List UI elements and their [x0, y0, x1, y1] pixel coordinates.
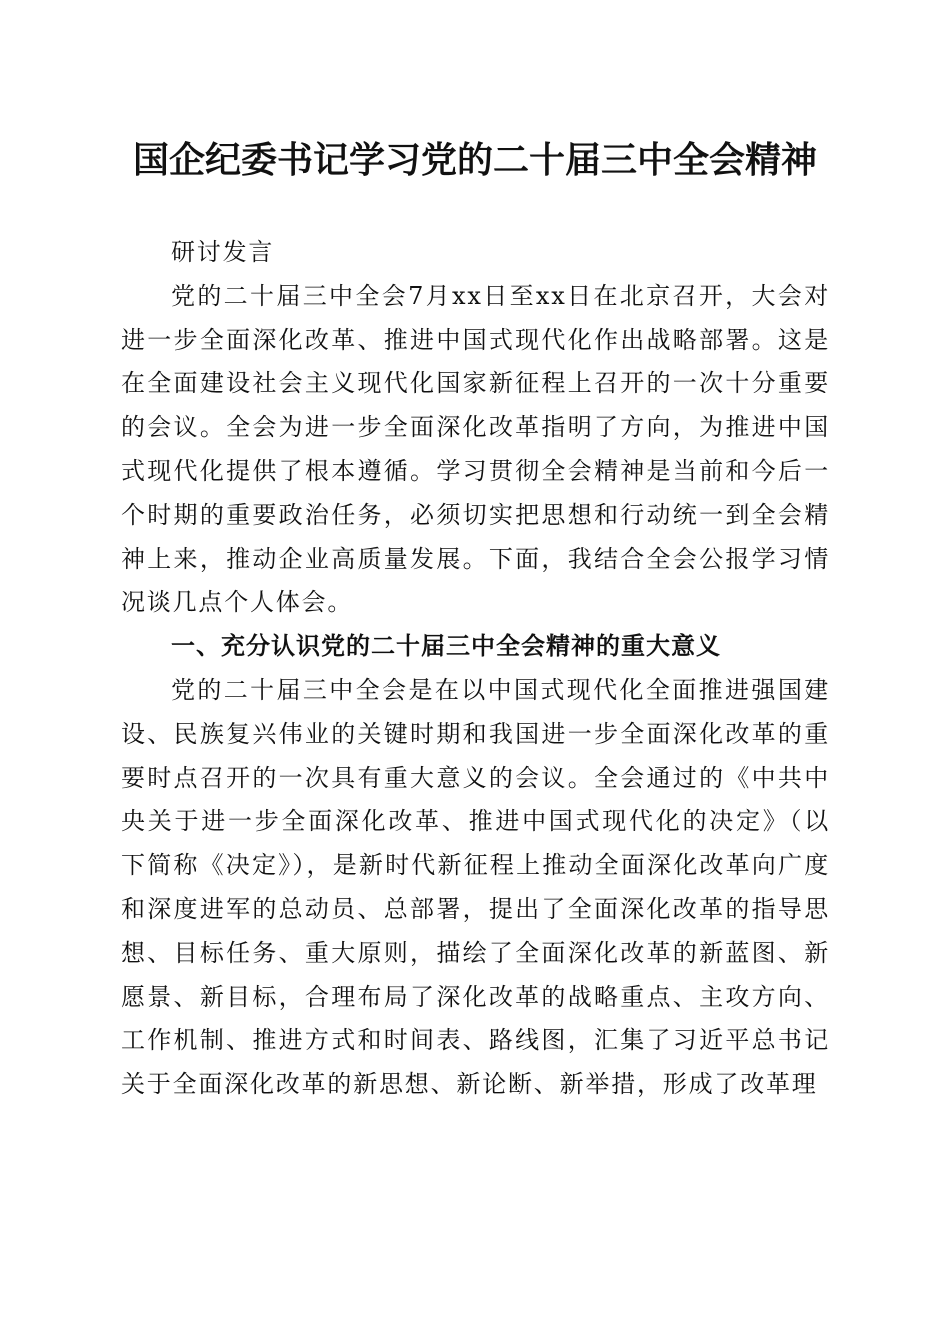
- section-1-paragraph: 党的二十届三中全会是在以中国式现代化全面推进强国建设、民族复兴伟业的关键时期和我国进一步全面深化改革的重要时点召开的一次具有重大意义的会议。全会通过的《中共中央关于进一步全面深化改革、推进中国式现代化的决定》（以下简称《决定》），是新时代新征程上推动全面深化改革向广度和深度进军的总动员、总部署，提出了全面深化改革的指导思想、目标任务、重大原则，描绘了全面深化改革的新蓝图、新愿景、新目标，合理布局了深化改革的战略重点、主攻方向、工作机制、推进方式和时间表、路线图，汇集了习近平总书记关于全面深化改革的新思想、新论断、新举措，形成了改革理: [121, 675, 830, 1099]
- document-body: [121, 231, 830, 1107]
- intro-paragraph: 党的二十届三中全会7月xx日至xx日在北京召开，大会对进一步全面深化改革、推进中国式现代化作出战略部署。这是在全面建设社会主义现代化国家新征程上召开的一次十分重要的会议。全会为进一步全面深化改革指明了方向，为推进中国式现代化提供了根本遵循。学习贯彻全会精神是当前和今后一个时期的重要政治任务，必须切实把思想和行动统一到全会精神上来，推动企业高质量发展。下面，我结合全会公报学习情况谈几点个人体会。: [121, 281, 830, 617]
- subtitle: 研讨发言: [171, 238, 275, 266]
- document-title: 国企纪委书记学习党的二十届三中全会精神: [132, 139, 817, 181]
- section-heading-1: 一、充分认识党的二十届三中全会精神的重大意义: [171, 632, 721, 661]
